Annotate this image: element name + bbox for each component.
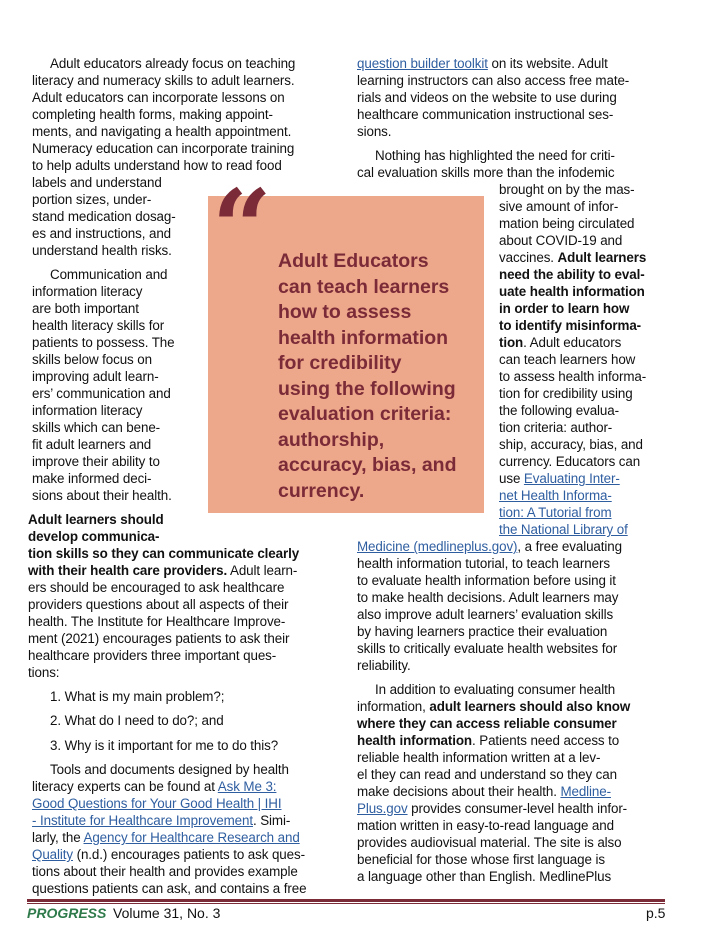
text-run: , a free evaluating xyxy=(517,539,622,554)
paragraph-line: Adult educators already focus on teaching xyxy=(50,56,296,71)
paragraph-line: currency. Educators can xyxy=(499,454,641,469)
medlineplus-link[interactable]: Medline- xyxy=(560,784,611,799)
paragraph-line: improve their ability to xyxy=(32,454,160,469)
ask-me-3-link[interactable]: Good Questions for Your Good Health | IHI xyxy=(32,796,282,811)
paragraph-line: to make health decisions. Adult learners may xyxy=(357,590,619,605)
text-run: Adult learn- xyxy=(227,563,298,578)
paragraph-line: sions. xyxy=(357,124,392,139)
paragraph-line: provides audiovisual material. The site is also xyxy=(357,835,622,850)
paragraph-line xyxy=(357,800,627,817)
paragraph-line: literacy and numeracy skills to adult learners. xyxy=(32,73,295,88)
text-run: literacy experts can be found at xyxy=(32,779,218,794)
paragraph-line: Communication and xyxy=(50,267,168,282)
paragraph-line: stand medication dosag- xyxy=(32,209,176,224)
publication-title: PROGRESS xyxy=(27,905,107,921)
bold-phrase: tion xyxy=(499,335,524,350)
bold-phrase: Adult learners xyxy=(557,250,647,265)
bold-phrase: health information xyxy=(357,733,472,748)
paragraph-line: completing health forms, making appoint- xyxy=(32,107,273,122)
volume-label: Volume 31, No. 3 xyxy=(113,905,221,921)
paragraph-line xyxy=(32,795,282,812)
paragraph-line: brought on by the mas- xyxy=(499,182,635,197)
text-run: . Adult educators xyxy=(523,335,622,350)
paragraph-line xyxy=(32,812,290,829)
paragraph-line: understand health risks. xyxy=(32,243,172,258)
paragraph-line: health information tutorial, to teach learners xyxy=(357,556,610,571)
paragraph-line: sions about their health. xyxy=(32,488,172,503)
footer-rule xyxy=(27,899,665,902)
paragraph-line: information literacy xyxy=(32,403,143,418)
paragraph-line: mation being circulated xyxy=(499,216,635,231)
paragraph-line: providers questions about all aspects of their xyxy=(28,597,289,612)
pull-quote-line: using the following xyxy=(278,377,456,400)
list-item: 3. Why is it important for me to do this? xyxy=(50,738,279,753)
paragraph-line: reliability. xyxy=(357,658,411,673)
paragraph-line: questions patients can ask, and contains a free xyxy=(32,881,307,896)
paragraph-line: improving adult learn- xyxy=(32,369,159,384)
paragraph-line: skills below focus on xyxy=(32,352,152,367)
paragraph-line: also improve adult learners’ evaluation skills xyxy=(357,607,614,622)
bold-line: uate health information xyxy=(499,284,645,299)
paragraph-line: tions about their health and provides example xyxy=(32,864,298,879)
text-run: make decisions about their health. xyxy=(357,784,561,799)
pull-quote-line: for credibility xyxy=(278,352,402,374)
paragraph-line: Tools and documents designed by health xyxy=(50,762,289,777)
paragraph-line: patients to possess. The xyxy=(32,335,175,350)
pull-quote-line: authorship, xyxy=(278,428,385,451)
evaluating-health-info-tutorial-link[interactable]: the National Library of xyxy=(499,522,628,537)
paragraph-line: sive amount of infor- xyxy=(499,199,619,214)
paragraph-line: labels and understand xyxy=(32,175,162,190)
paragraph-line xyxy=(499,521,628,538)
paragraph-line xyxy=(357,783,611,800)
paragraph-line xyxy=(499,249,646,266)
text-run: information, xyxy=(357,699,430,714)
paragraph-line xyxy=(32,846,305,863)
ask-me-3-link[interactable]: - Institute for Healthcare Improvement xyxy=(32,813,253,828)
paragraph-line xyxy=(357,698,630,715)
paragraph-line: ments, and navigating a health appointment. xyxy=(32,124,292,139)
paragraph-line: portion sizes, under- xyxy=(32,192,152,207)
paragraph-line: es and instructions, and xyxy=(32,226,172,241)
bold-line: where they can access reliable consumer xyxy=(357,716,617,731)
paragraph-line: healthcare communication instructional ses- xyxy=(357,107,614,122)
paragraph-line xyxy=(499,487,612,504)
list-item: 1. What is my main problem?; xyxy=(50,689,225,704)
pull-quote-line: Adult Educators xyxy=(278,250,429,272)
paragraph-line xyxy=(32,778,276,795)
paragraph-line: ers’ communication and xyxy=(32,386,171,401)
ask-me-3-link[interactable]: Ask Me 3: xyxy=(217,779,277,794)
paragraph-line: ers should be encouraged to ask healthcare xyxy=(28,580,285,595)
bold-line: Adult learners should xyxy=(28,512,164,527)
evaluating-health-info-tutorial-link[interactable]: Medicine (medlineplus.gov) xyxy=(357,539,518,554)
pull-quote-line: currency. xyxy=(278,479,365,502)
paragraph-line: to evaluate health information before using it xyxy=(357,573,616,588)
paragraph-line: health literacy skills for xyxy=(32,318,165,333)
text-run: . Patients need access to xyxy=(472,733,620,748)
text-run: . Simi- xyxy=(252,813,291,828)
pull-quote-line: accuracy, bias, and xyxy=(278,454,457,476)
bold-line: tion skills so they can communicate clearly xyxy=(28,546,300,561)
paragraph-line: tion criteria: author- xyxy=(499,420,613,435)
paragraph-line: tion for credibility using xyxy=(499,386,633,401)
ahrq-link[interactable]: Quality xyxy=(32,847,73,862)
paragraph-line: can teach learners how xyxy=(499,352,636,367)
paragraph-line xyxy=(357,538,622,555)
paragraph-line: beneficial for those whose first language is xyxy=(357,852,605,867)
paragraph-line: skills which can bene- xyxy=(32,420,161,435)
list-item: 2. What do I need to do?; and xyxy=(50,713,224,728)
paragraph-line: mation written in easy-to-read language and xyxy=(357,818,614,833)
paragraph-line: cal evaluation skills more than the infodemic xyxy=(357,165,615,180)
medlineplus-link[interactable]: Plus.gov xyxy=(357,801,408,816)
text-run: provides consumer-level health infor- xyxy=(407,801,628,816)
pull-quote-line: can teach learners xyxy=(278,275,450,298)
text-run: on its website. Adult xyxy=(487,56,608,71)
pull-quote-line: health information xyxy=(278,326,449,349)
ahrq-link[interactable]: Agency for Healthcare Research and xyxy=(83,830,300,845)
text-run: vaccines. xyxy=(499,250,558,265)
paragraph-line: Nothing has highlighted the need for criti- xyxy=(375,148,615,163)
bold-line: to identify misinforma- xyxy=(499,318,642,333)
paragraph-line: fit adult learners and xyxy=(32,437,152,452)
quote-mark-icon: “ xyxy=(212,166,272,289)
paragraph-line xyxy=(357,55,608,72)
paragraph-line: Adult educators can incorporate lessons on xyxy=(32,90,285,105)
paragraph-line: rials and videos on the website to use during xyxy=(357,90,617,105)
bold-line: in order to learn how xyxy=(499,301,630,316)
paragraph-line: are both important xyxy=(32,301,139,316)
paragraph-line: el they can read and understand so they can xyxy=(357,767,617,782)
evaluating-health-info-tutorial-link[interactable]: Evaluating Inter- xyxy=(523,471,620,486)
paragraph-line: information literacy xyxy=(32,284,143,299)
paragraph-line: skills to critically evaluate health websites for xyxy=(357,641,618,656)
pull-quote-line: evaluation criteria: xyxy=(278,403,452,425)
paragraph-line: to assess health informa- xyxy=(499,369,647,384)
paragraph-line xyxy=(499,470,620,487)
paragraph-line xyxy=(499,504,612,521)
pull-quote-line: how to assess xyxy=(278,301,412,323)
bold-phrase: adult learners should also know xyxy=(429,699,631,714)
paragraph-line: tions: xyxy=(28,665,60,680)
paragraph-line: the following evalua- xyxy=(499,403,619,418)
paragraph-line: health. The Institute for Healthcare Improve- xyxy=(28,614,286,629)
paragraph-line: reliable health information written at a lev- xyxy=(357,750,601,765)
paragraph-line: about COVID-19 and xyxy=(499,233,623,248)
paragraph-line: make informed deci- xyxy=(32,471,152,486)
paragraph-line: learning instructors can also access free mate- xyxy=(357,73,630,88)
text-run: use xyxy=(499,471,524,486)
bold-phrase: with their health care providers. xyxy=(28,563,228,578)
paragraph-line: to help adults understand how to read food xyxy=(32,158,282,173)
page-number: p.5 xyxy=(646,905,666,921)
paragraph-line xyxy=(32,829,300,846)
paragraph-line xyxy=(28,562,297,579)
paragraph-line: ment (2021) encourages patients to ask their xyxy=(28,631,290,646)
bold-line: need the ability to eval- xyxy=(499,267,645,282)
evaluating-health-info-tutorial-link[interactable]: net Health Informa- xyxy=(499,488,612,503)
paragraph-line: ship, accuracy, bias, and xyxy=(499,437,643,452)
bold-line: develop communica- xyxy=(28,529,160,544)
text-run: larly, the xyxy=(32,830,84,845)
paragraph-line xyxy=(357,732,619,749)
paragraph-line: In addition to evaluating consumer health xyxy=(375,682,616,697)
text-run: (n.d.) encourages patients to ask ques- xyxy=(72,847,305,862)
paragraph-line: Numeracy education can incorporate training xyxy=(32,141,295,156)
paragraph-line: by having learners practice their evaluation xyxy=(357,624,608,639)
paragraph-line: a language other than English. MedlinePlus xyxy=(357,869,612,884)
paragraph-line xyxy=(499,334,621,351)
question-builder-toolkit-link[interactable]: question builder toolkit xyxy=(357,56,488,71)
paragraph-line: healthcare providers three important ques- xyxy=(28,648,277,663)
evaluating-health-info-tutorial-link[interactable]: tion: A Tutorial from xyxy=(499,505,612,520)
